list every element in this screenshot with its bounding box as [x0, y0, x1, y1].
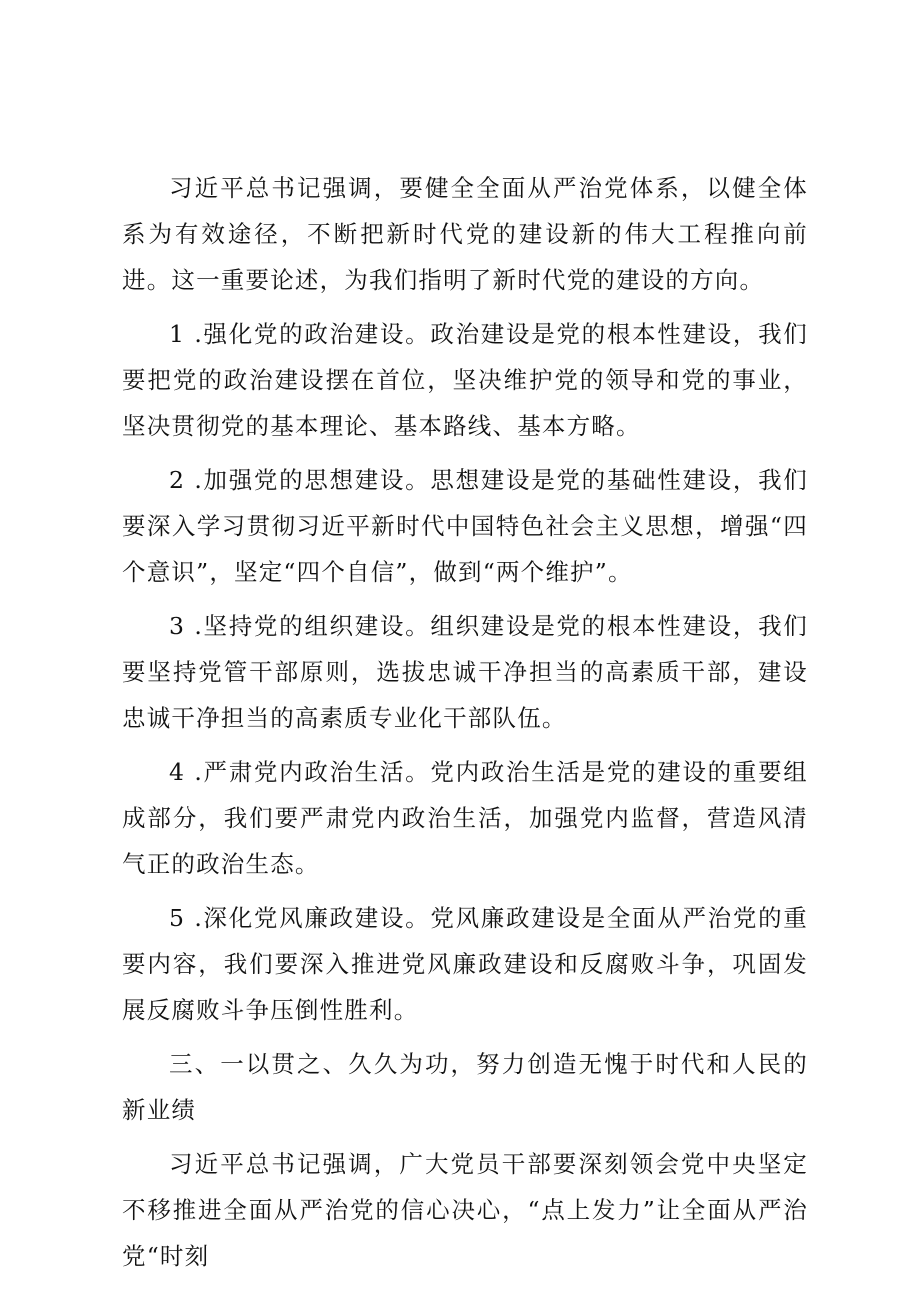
section-heading-three: 三、一以贯之、久久为功，努力创造无愧于时代和人民的新业绩 [122, 1050, 808, 1124]
document-body [122, 165, 808, 1287]
list-item-political-construction: 1 .强化党的政治建设。政治建设是党的根本性建设，我们要把党的政治建设摆在首位，坚决维护党的领导和党的事业，坚决贯彻党的基本理论、基本路线、基本方略。 [122, 320, 808, 440]
list-item-ideological-construction: 2 .加强党的思想建设。思想建设是党的基础性建设，我们要深入学习贯彻习近平新时代中国特色社会主义思想，增强“四个意识”，坚定“四个自信”，做到“两个维护”。 [122, 466, 808, 586]
closing-paragraph: 习近平总书记强调，广大党员干部要深刻领会党中央坚定不移推进全面从严治党的信心决心，“点上发力”让全面从严治党“时刻 [122, 1150, 808, 1270]
list-item-organizational-construction: 3 .坚持党的组织建设。组织建设是党的根本性建设，我们要坚持党管干部原则，选拔忠诚干净担当的高素质干部，建设忠诚干净担当的高素质专业化干部队伍。 [122, 612, 808, 732]
intro-paragraph: 习近平总书记强调，要健全全面从严治党体系，以健全体系为有效途径，不断把新时代党的建设新的伟大工程推向前进。这一重要论述，为我们指明了新时代党的建设的方向。 [122, 174, 808, 294]
list-item-intra-party-political-life: 4 .严肃党内政治生活。党内政治生活是党的建设的重要组成部分，我们要严肃党内政治生活，加强党内监督，营造风清气正的政治生态。 [122, 758, 808, 878]
list-item-clean-governance: 5 .深化党风廉政建设。党风廉政建设是全面从严治党的重要内容，我们要深入推进党风廉政建设和反腐败斗争，巩固发展反腐败斗争压倒性胜利。 [122, 904, 808, 1024]
